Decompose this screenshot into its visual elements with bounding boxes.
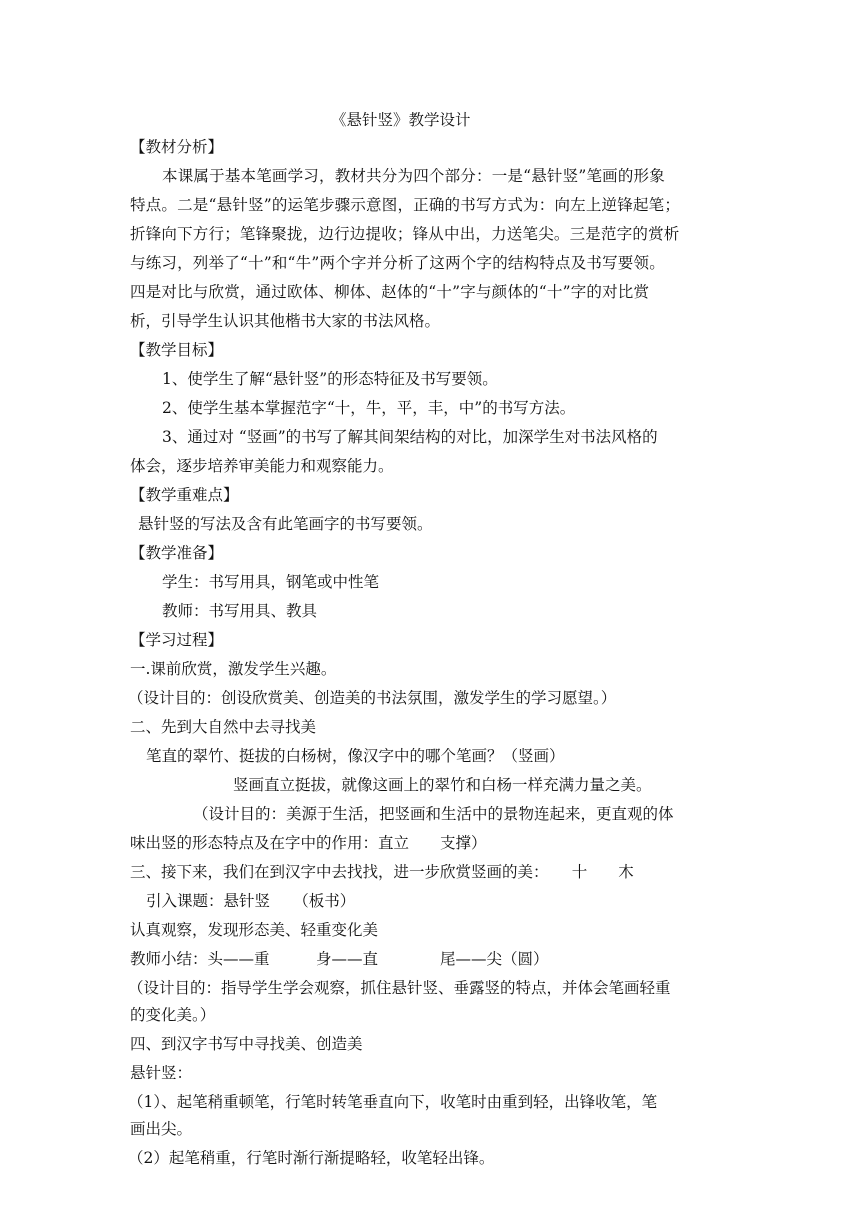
process-line: 悬针竖： — [130, 1064, 193, 1082]
heading-prep: 【教学准备】 — [130, 544, 224, 562]
goal-line: 2、使学生基本掌握范字“十，牛，平，丰，中”的书写方法。 — [162, 399, 576, 417]
prep-line: 学生：书写用具，钢笔或中性笔 — [162, 573, 380, 591]
analysis-line: 析，引导学生认识其他楷书大家的书法风格。 — [130, 312, 441, 330]
process-line: 引入课题：悬针竖 （板书） — [146, 892, 356, 910]
heading-key-points: 【教学重难点】 — [130, 486, 239, 504]
heading-goals: 【教学目标】 — [130, 341, 224, 359]
process-line: 一.课前欣赏，激发学生兴趣。 — [130, 660, 337, 678]
process-line: （设计目的：创设欣赏美、创造美的书法氛围，激发学生的学习愿望。） — [128, 689, 617, 707]
process-line: 认真观察，发现形态美、轻重变化美 — [130, 921, 379, 939]
analysis-line: 特点。二是“悬针竖”的运笔步骤示意图，正确的书写方式为：向左上逆锋起笔； — [130, 196, 681, 214]
process-line: 竖画直立挺拔，就像这画上的翠竹和白杨一样充满力量之美。 — [233, 776, 652, 794]
analysis-line: 本课属于基本笔画学习，教材共分为四个部分：一是“悬针竖”笔画的形象 — [162, 167, 665, 185]
process-line: （2）起笔稍重，行笔时渐行渐提略轻，收笔轻出锋。 — [128, 1149, 495, 1167]
goal-line: 体会，逐步培养审美能力和观察能力。 — [130, 457, 394, 475]
process-line: 三、接下来，我们在到汉字中去找找，进一步欣赏竖画的美： 十 木 — [130, 863, 634, 881]
heading-analysis: 【教材分析】 — [130, 138, 224, 156]
heading-process: 【学习过程】 — [130, 631, 224, 649]
analysis-line: 折锋向下方行；笔锋聚拢，边行边提收；锋从中出，力送笔尖。三是范字的赏析 — [130, 225, 680, 243]
document-title: 《悬针竖》教学设计 — [331, 111, 471, 129]
goal-line: 3、通过对 “竖画”的书写了解其间架结构的对比，加深学生对书法风格的 — [162, 428, 658, 446]
process-line: 二、先到大自然中去寻找美 — [130, 718, 317, 736]
process-line: （设计目的：指导学生学会观察，抓住悬针竖、垂露竖的特点，并体会笔画轻重 — [128, 979, 671, 997]
process-line: 教师小结：头——重 身——直 尾——尖（圆） — [130, 950, 549, 968]
analysis-line: 四是对比与欣赏，通过欧体、柳体、赵体的“十”字与颜体的“十”字的对比赏 — [130, 283, 650, 301]
process-line: （设计目的：美源于生活，把竖画和生活中的景物连起来，更直观的体 — [193, 805, 674, 823]
process-line: 画出尖。 — [130, 1120, 193, 1138]
goal-line: 1、使学生了解“悬针竖”的形态特征及书写要领。 — [162, 370, 498, 388]
process-line: 笔直的翠竹、挺拔的白杨树，像汉字中的哪个笔画？（竖画） — [146, 747, 565, 765]
prep-line: 教师：书写用具、教具 — [162, 602, 318, 620]
process-line: 四、到汉字书写中寻找美、创造美 — [130, 1035, 363, 1053]
process-line: 的变化美。） — [130, 1006, 216, 1024]
analysis-line: 与练习，列举了“十”和“牛”两个字并分析了这两个字的结构特点及书写要领。 — [130, 254, 665, 272]
process-line: 味出竖的形态特点及在字中的作用：直立 支撑） — [130, 834, 487, 852]
key-point-line: 悬针竖的写法及含有此笔画字的书写要领。 — [138, 515, 433, 533]
process-line: （1）、起笔稍重顿笔，行笔时转笔垂直向下，收笔时由重到轻，出锋收笔，笔 — [128, 1093, 658, 1111]
